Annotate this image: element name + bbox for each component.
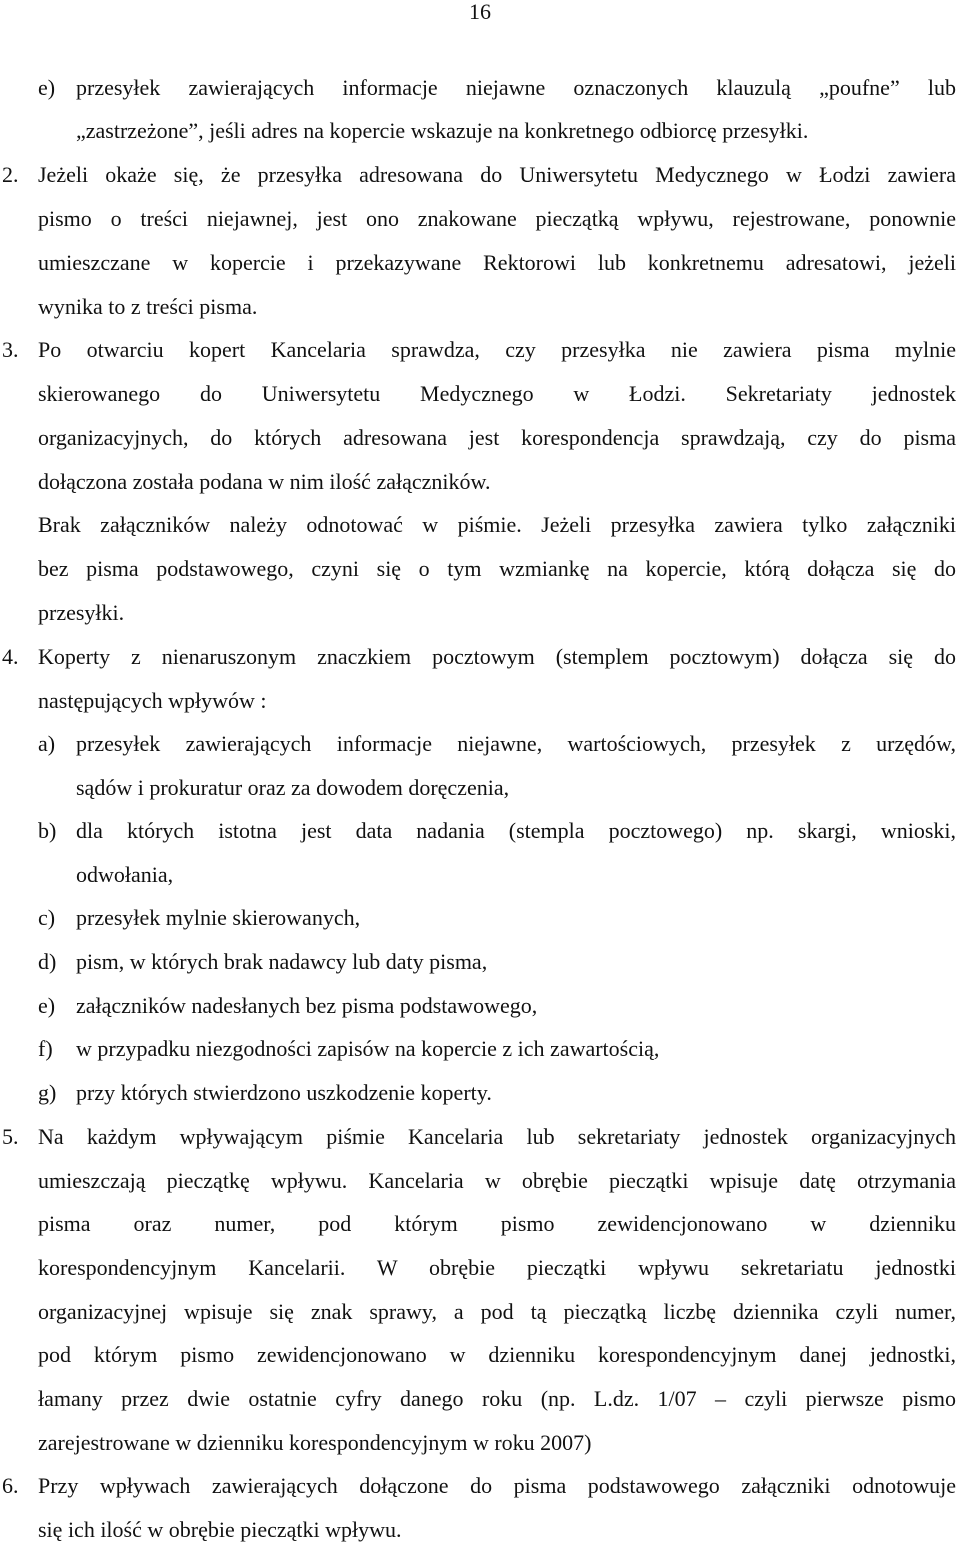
text-line: umieszczane w kopercie i przekazywane Rektorowi lub konkretnemu adresatowi, jeżeli <box>38 250 956 275</box>
text-line: przesyłek zawierających informacje niejawne, wartościowych, przesyłek z urzędów, <box>76 731 956 756</box>
text-line: wynika to z treści pisma. <box>38 294 258 319</box>
section-number: 2. <box>2 162 19 187</box>
text-line: łamany przez dwie ostatnie cyfry danego roku (np. L.dz. 1/07 – czyli pierwsze pismo <box>38 1386 956 1411</box>
text-line: skierowanego do Uniwersytetu Medycznego w Łodzi. Sekretariaty jednostek <box>38 381 956 406</box>
page-number: 16 <box>469 0 491 24</box>
text-line: Na każdym wpływającym piśmie Kancelaria lub sekretariaty jednostek organizacyjnych <box>38 1124 956 1149</box>
text-line: się ich ilość w obrębie pieczątki wpływu. <box>38 1517 402 1542</box>
text-line: odwołania, <box>76 862 174 887</box>
list-item-label: d) <box>38 949 57 974</box>
text-line: zarejestrowane w dzienniku korespondencyjnym w roku 2007) <box>38 1430 592 1455</box>
text-line: przesyłek mylnie skierowanych, <box>76 905 361 930</box>
text-line: Po otwarciu kopert Kancelaria sprawdza, czy przesyłka nie zawiera pisma mylnie <box>38 337 956 362</box>
list-item-label: b) <box>38 818 57 843</box>
text-line: pismo o treści niejawnej, jest ono znakowane pieczątką wpływu, rejestrowane, ponownie <box>38 206 956 231</box>
text-line: organizacyjnych, do których adresowana jest korespondencja sprawdzają, czy do pisma <box>38 425 956 450</box>
text-line: przy których stwierdzono uszkodzenie koperty. <box>76 1080 492 1105</box>
text-line: umieszczają pieczątkę wpływu. Kancelaria w obrębie pieczątki wpisuje datę otrzymania <box>38 1168 956 1193</box>
list-item-label: g) <box>38 1080 57 1105</box>
text-line: Przy wpływach zawierających dołączone do pisma podstawowego załączniki odnotowuje <box>38 1473 956 1498</box>
text-line: pisma oraz numer, pod którym pismo zewidencjonowano w dzienniku <box>38 1211 956 1236</box>
text-line: bez pisma podstawowego, czyni się o tym wzmiankę na kopercie, którą dołącza się do <box>38 556 956 581</box>
list-item-label: a) <box>38 731 56 756</box>
text-line: pod którym pismo zewidencjonowano w dzienniku korespondencyjnym danej jednostki, <box>38 1342 956 1367</box>
text-line: następujących wpływów : <box>38 688 267 713</box>
text-line: w przypadku niezgodności zapisów na kopercie z ich zawartością, <box>76 1036 660 1061</box>
text-line: dołączona została podana w nim ilość załączników. <box>38 469 491 494</box>
section-number: 4. <box>2 644 19 669</box>
text-line: Koperty z nienaruszonym znaczkiem pocztowym (stemplem pocztowym) dołącza się do <box>38 644 956 669</box>
section-number: 6. <box>2 1473 19 1498</box>
text-line: Brak załączników należy odnotować w piśmie. Jeżeli przesyłka zawiera tylko załączniki <box>38 512 956 537</box>
list-item-label: f) <box>38 1036 53 1061</box>
list-item-label: c) <box>38 905 56 930</box>
text-line: Jeżeli okaże się, że przesyłka adresowana do Uniwersytetu Medycznego w Łodzi zawiera <box>38 162 956 187</box>
text-line: korespondencyjnym Kancelarii. W obrębie pieczątki wpływu sekretariatu jednostki <box>38 1255 956 1280</box>
text-line: przesyłek zawierających informacje niejawne oznaczonych klauzulą „poufne” lub <box>76 75 956 100</box>
section-number: 3. <box>2 337 19 362</box>
list-item-label: e) <box>38 993 56 1018</box>
text-line: załączników nadesłanych bez pisma podstawowego, <box>76 993 538 1018</box>
text-line: przesyłki. <box>38 600 125 625</box>
list-item-label: e) <box>38 75 56 100</box>
text-line: dla których istotna jest data nadania (stempla pocztowego) np. skargi, wnioski, <box>76 818 956 843</box>
text-line: „zastrzeżone”, jeśli adres na kopercie wskazuje na konkretnego odbiorcę przesyłki. <box>76 118 809 143</box>
text-line: pism, w których brak nadawcy lub daty pisma, <box>76 949 488 974</box>
text-line: sądów i prokuratur oraz za dowodem doręczenia, <box>76 775 510 800</box>
text-line: organizacyjnej wpisuje się znak sprawy, a pod tą pieczątką liczbę dziennika czyli numer, <box>38 1299 956 1324</box>
section-number: 5. <box>2 1124 19 1149</box>
